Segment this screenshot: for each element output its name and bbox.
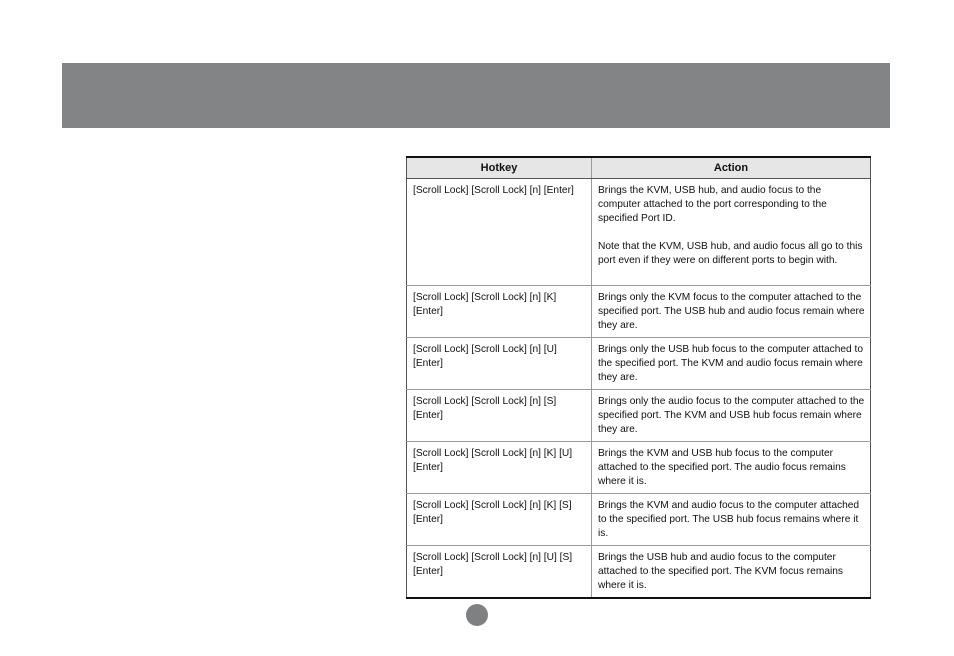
table-row — [407, 338, 871, 390]
hotkey-cell: [Scroll Lock] [Scroll Lock] [n] [U] [S] [Enter] — [407, 546, 592, 599]
hotkey-cell: [Scroll Lock] [Scroll Lock] [n] [K] [U] [Enter] — [407, 442, 592, 494]
table-row — [407, 442, 871, 494]
hotkey-table — [406, 156, 871, 599]
hotkey-cell: [Scroll Lock] [Scroll Lock] [n] [Enter] — [407, 179, 592, 286]
header-band — [62, 63, 890, 128]
column-header-action: Action — [592, 157, 871, 179]
action-cell: Brings the USB hub and audio focus to the computer attached to the specified port. The KVM focus remains where it is. — [592, 546, 871, 599]
table-row — [407, 494, 871, 546]
action-cell: Brings only the USB hub focus to the computer attached to the specified port. The KVM and audio focus remain where they are. — [592, 338, 871, 390]
action-cell: Brings the KVM and USB hub focus to the computer attached to the specified port. The audio focus remains where it is. — [592, 442, 871, 494]
hotkey-cell: [Scroll Lock] [Scroll Lock] [n] [K] [Enter] — [407, 286, 592, 338]
table-row — [407, 390, 871, 442]
page-number-marker — [466, 604, 488, 626]
action-note: Note that the KVM, USB hub, and audio focus all go to this port even if they were on different ports to begin with. — [598, 241, 863, 266]
hotkey-cell: [Scroll Lock] [Scroll Lock] [n] [K] [S] [Enter] — [407, 494, 592, 546]
column-header-hotkey: Hotkey — [407, 157, 592, 179]
hotkey-cell: [Scroll Lock] [Scroll Lock] [n] [S] [Enter] — [407, 390, 592, 442]
action-cell: Brings only the KVM focus to the computer attached to the specified port. The USB hub and audio focus remain where they are. — [592, 286, 871, 338]
action-cell: Brings the KVM and audio focus to the computer attached to the specified port. The USB hub focus remains where it is. — [592, 494, 871, 546]
action-text: Brings the KVM, USB hub, and audio focus to the computer attached to the port corresponding to the specified Port ID. — [598, 185, 827, 224]
hotkey-cell: [Scroll Lock] [Scroll Lock] [n] [U] [Enter] — [407, 338, 592, 390]
table-row — [407, 286, 871, 338]
action-cell: Brings only the audio focus to the computer attached to the specified port. The KVM and USB hub focus remain where they are. — [592, 390, 871, 442]
table-header-row — [407, 157, 871, 179]
table-row — [407, 179, 871, 286]
table-row — [407, 546, 871, 599]
action-cell — [592, 179, 871, 286]
